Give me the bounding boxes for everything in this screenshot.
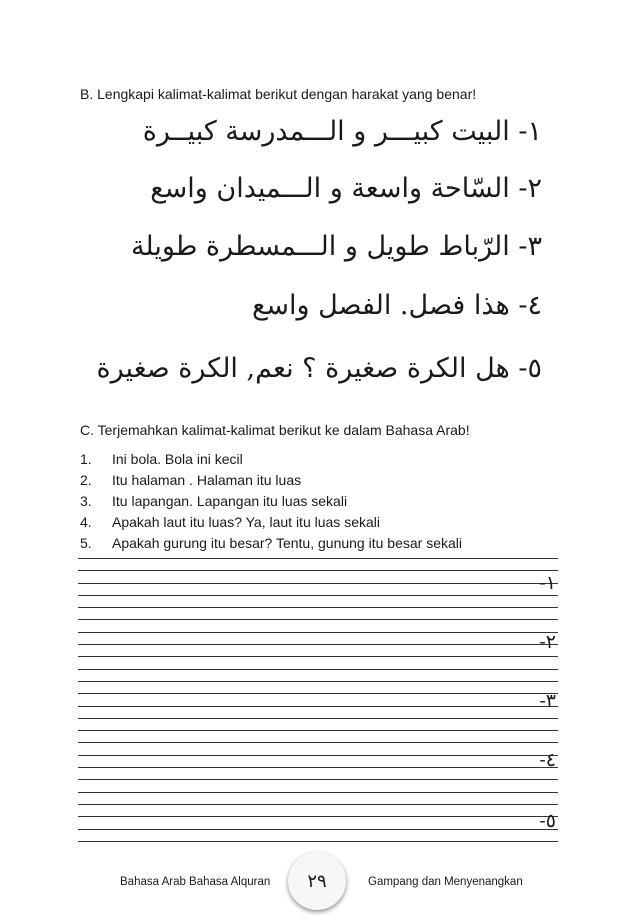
footer-tagline: Gampang dan Menyenangkan (368, 876, 523, 888)
page-number-badge (288, 852, 346, 910)
answer-label-3: ٣- (539, 690, 556, 712)
section-c-heading: C. Terjemahkan kalimat-kalimat berikut ke dalam Bahasa Arab! (80, 422, 470, 438)
arabic-sentence-5: ٥- هل الكرة صغيرة ؟ نعم, الكرة صغيرة (96, 353, 542, 384)
item-number: 3. (80, 493, 92, 509)
ruled-line (78, 607, 558, 608)
item-number: 4. (80, 514, 92, 530)
page-number: ٢٩ (307, 870, 327, 892)
ruled-line (78, 742, 558, 743)
ruled-line (78, 595, 558, 596)
arabic-sentence-2: ٢- السّاحة واسعة و الـــميدان واسع (150, 173, 542, 204)
list-item (80, 535, 462, 556)
ruled-line (78, 767, 558, 768)
ruled-line (78, 558, 558, 559)
ruled-line (78, 570, 558, 571)
arabic-sentence-4: ٤- هذا فصل. الفصل واسع (251, 290, 542, 321)
arabic-sentence-1: ١- البيت كبيـــر و الـــمدرسة كبيــرة (142, 116, 542, 147)
list-item (80, 514, 462, 535)
answer-label-5: ٥- (539, 810, 556, 832)
item-number: 5. (80, 535, 92, 551)
answer-label-1: ١- (539, 572, 556, 594)
ruled-line (78, 693, 558, 694)
item-text: Itu lapangan. Lapangan itu luas sekali (112, 493, 348, 509)
answer-lines (78, 558, 558, 853)
ruled-line (78, 829, 558, 830)
arabic-sentence-3: ٣- الرّباط طويل و الـــمسطرة طويلة (130, 231, 542, 262)
answer-label-4: ٤- (539, 749, 556, 771)
list-item (80, 451, 462, 472)
item-text: Itu halaman . Halaman itu luas (112, 472, 302, 488)
ruled-line (78, 644, 558, 645)
ruled-line (78, 816, 558, 817)
list-item (80, 493, 462, 514)
ruled-line (78, 619, 558, 620)
item-text: Ini bola. Bola ini kecil (112, 451, 243, 467)
ruled-line (78, 681, 558, 682)
item-text: Apakah gurung itu besar? Tentu, gunung itu besar sekali (112, 535, 462, 551)
item-number: 1. (80, 451, 92, 467)
translation-task-list (80, 451, 462, 556)
ruled-line (78, 841, 558, 842)
ruled-line (78, 779, 558, 780)
section-b-heading: B. Lengkapi kalimat-kalimat berikut dengan harakat yang benar! (80, 86, 477, 102)
list-item (80, 472, 462, 493)
ruled-line (78, 792, 558, 793)
ruled-line (78, 730, 558, 731)
answer-label-2: ٢- (539, 631, 556, 653)
ruled-line (78, 632, 558, 633)
ruled-line (78, 755, 558, 756)
ruled-line (78, 583, 558, 584)
ruled-line (78, 669, 558, 670)
footer-book-title: Bahasa Arab Bahasa Alquran (120, 876, 271, 888)
ruled-line (78, 656, 558, 657)
item-number: 2. (80, 472, 92, 488)
ruled-line (78, 804, 558, 805)
ruled-line (78, 718, 558, 719)
item-text: Apakah laut itu luas? Ya, laut itu luas sekali (112, 514, 380, 530)
ruled-line (78, 706, 558, 707)
